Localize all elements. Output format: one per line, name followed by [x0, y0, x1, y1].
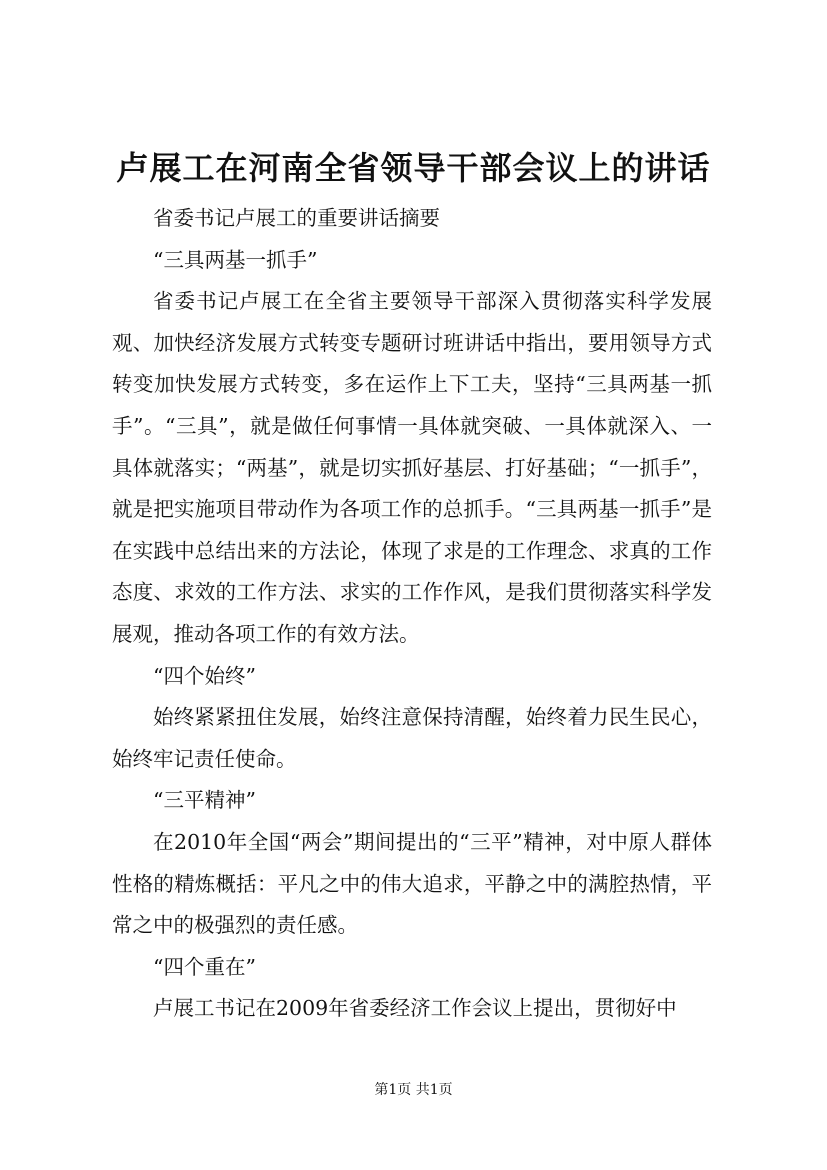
document-title: 卢展工在河南全省领导干部会议上的讲话: [116, 149, 711, 187]
paragraph-san-ping: 在2010年全国“两会”期间提出的“三平”精神，对中原人群体性格的精炼概括：平凡之中的伟大追求，平静之中的满腔热情，平常之中的极强烈的责任感。: [112, 829, 712, 938]
section-heading-si-ge-zhong-zai: “四个重在”: [153, 954, 256, 979]
paragraph-si-ge-shi-zhong: 始终紧紧扭住发展，始终注意保持清醒，始终着力民生民心，始终牢记责任使命。: [112, 705, 712, 771]
paragraph-subtitle: 省委书记卢展工的重要讲话摘要: [153, 206, 440, 230]
section-heading-san-ping: “三平精神”: [153, 788, 256, 813]
paragraph-san-ju: 省委书记卢展工在全省主要领导干部深入贯彻落实科学发展观、加快经济发展方式转变专题研讨班讲话中指出，要用领导方式转变加快发展方式转变，多在运作上下工夫，坚持“三具两基一抓手”。“三具”，就是做任何事情一具体就突破、一具体就深入、一具体就落实；“两基”，就是切实抓好基层、打好基础；“一抓手”，就是把实施项目带动作为各项工作的总抓手。“三具两基一抓手”是在实践中总结出来的方法论，体现了求是的工作理念、求真的工作态度、求效的工作方法、求实的工作作风，是我们贯彻落实科学发展观，推动各项工作的有效方法。: [112, 289, 712, 646]
section-heading-san-ju: “三具两基一抓手”: [153, 247, 318, 272]
page-footer: 第1页 共1页: [374, 1082, 453, 1098]
paragraph-si-ge-zhong-zai: 卢展工书记在2009年省委经济工作会议上提出，贯彻好中: [153, 996, 677, 1021]
document-body: [112, 198, 712, 1030]
section-heading-si-ge-shi-zhong: “四个始终”: [153, 663, 256, 688]
